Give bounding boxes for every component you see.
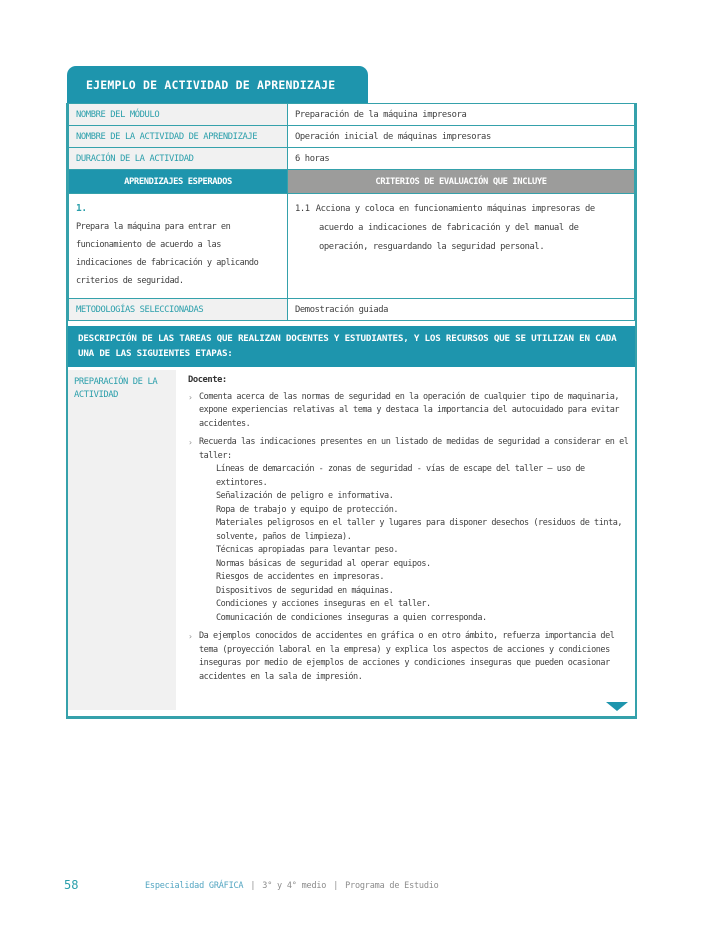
safety-measure-item: Líneas de demarcación - zonas de seguridad - vías de escape del taller – uso de extintores.: [216, 464, 585, 488]
safety-measure-item: Normas básicas de seguridad al operar equipos.: [216, 558, 431, 569]
criteria-number: 1.1: [295, 204, 310, 214]
table-header-row: [69, 170, 635, 194]
footer-specialty: Especialidad GRÁFICA: [145, 881, 244, 891]
footer-text: [145, 881, 439, 891]
safety-measure-item: Dispositivos de seguridad en máquinas.: [216, 585, 394, 596]
table-row: [69, 194, 635, 299]
expected-learnings-header: APRENDIZAJES ESPERADOS: [69, 170, 288, 194]
safety-measures-list: [216, 463, 629, 625]
tasks-description-line1: DESCRIPCIÓN DE LAS TAREAS QUE REALIZAN DOCENTES Y ESTUDIANTES, Y LOS RECURSOS QUE SE UTILIZAN EN CADA: [78, 333, 617, 344]
footer-separator: |: [250, 881, 256, 891]
safety-measure-item: Técnicas apropiadas para levantar peso.: [216, 545, 399, 555]
activity-table: [66, 103, 637, 719]
evaluation-criteria-cell: [288, 194, 635, 299]
learning-number: 1.: [76, 203, 87, 214]
criteria-item: [295, 200, 627, 257]
expected-learning-cell: [69, 194, 288, 299]
activity-name-value: Operación inicial de máquinas impresoras: [288, 126, 635, 148]
activity-example-tab-title: EJEMPLO DE ACTIVIDAD DE APRENDIZAJE: [67, 66, 368, 104]
teacher-bullet-3: › Da ejemplos conocidos de accidentes en gráfica o en otro ámbito, refuerza importancia del tema (proyección laboral en la empresa) y explica los aspectos de acciones y condiciones inseguras por medio de ejemplos de acciones y condiciones inseguras que pueden ocasionar accidentes en la sala de impresión.: [188, 630, 629, 684]
activity-preparation-content: [176, 370, 635, 710]
table-row: [69, 104, 635, 126]
page-footer: [0, 878, 720, 898]
criteria-text: Acciona y coloca en funcionamiento máquinas impresoras de acuerdo a indicaciones de fabricación y del manual de operación, resguardando la seguridad personal.: [315, 204, 595, 252]
safety-measure-item: Riesgos de accidentes en impresoras.: [216, 572, 385, 582]
activity-preparation-label: PREPARACIÓN DE LA ACTIVIDAD: [68, 370, 176, 710]
page-number: 58: [64, 878, 79, 892]
activity-info-table: [68, 103, 635, 321]
module-name-value: Preparación de la máquina impresora: [288, 104, 635, 126]
duration-label: DURACIÓN DE LA ACTIVIDAD: [69, 148, 288, 170]
footer-grade: 3° y 4° medio: [262, 881, 327, 891]
page-continues-triangle-icon: [606, 702, 628, 711]
activity-name-label: NOMBRE DE LA ACTIVIDAD DE APRENDIZAJE: [69, 126, 288, 148]
learning-text: Prepara la máquina para entrar en funcionamiento de acuerdo a las indicaciones de fabricación y aplicando criterios de seguridad.: [76, 222, 259, 286]
safety-measure-item: Comunicación de condiciones inseguras a quien corresponda.: [216, 612, 487, 623]
safety-measure-item: Señalización de peligro e informativa.: [216, 491, 394, 501]
table-row: [69, 126, 635, 148]
duration-value: 6 horas: [288, 148, 635, 170]
safety-measure-item: Ropa de trabajo y equipo de protección.: [216, 504, 399, 515]
teacher-bullet-2-text: Recuerda las indicaciones presentes en un listado de medidas de seguridad a considerar en el taller:: [199, 437, 629, 461]
footer-program: Programa de Estudio: [345, 881, 439, 891]
footer-separator: |: [333, 881, 339, 891]
tasks-description-line2: UNA DE LAS SIGUIENTES ETAPAS:: [78, 348, 233, 359]
activity-preparation-row: [68, 370, 635, 710]
teacher-bullet-2: [188, 436, 629, 625]
methodologies-label: METODOLOGÍAS SELECCIONADAS: [69, 299, 288, 321]
tasks-description-band: [68, 326, 635, 367]
methodologies-value: Demostración guiada: [288, 299, 635, 321]
teacher-bullet-1: › Comenta acerca de las normas de seguridad en la operación de cualquier tipo de maquinaria, expone experiencias relativas al tema y destaca la importancia del autocuidado para evitar accidentes.: [188, 391, 629, 432]
safety-measure-item: Condiciones y acciones inseguras en el taller.: [216, 599, 431, 609]
table-row: [69, 148, 635, 170]
safety-measure-item: Materiales peligrosos en el taller y lugares para disponer desechos (residuos de tinta, solvente, paños de limpieza).: [216, 518, 623, 542]
evaluation-criteria-header: CRITERIOS DE EVALUACIÓN QUE INCLUYE: [288, 170, 635, 194]
table-row: [69, 299, 635, 321]
teacher-role-heading: Docente:: [188, 375, 227, 385]
module-name-label: NOMBRE DEL MÓDULO: [69, 104, 288, 126]
